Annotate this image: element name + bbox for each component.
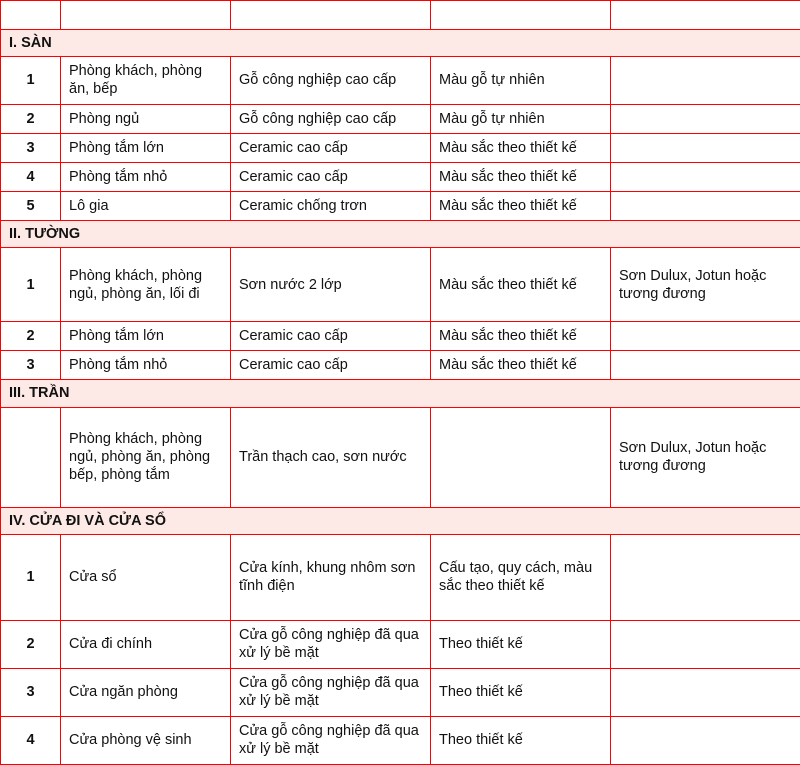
cell-note bbox=[611, 668, 800, 716]
cell-spec bbox=[431, 407, 611, 507]
cell-stt: 1 bbox=[1, 57, 61, 104]
cell-item: Phòng khách, phòng ngủ, phòng ăn, phòng bếp, phòng tắm bbox=[61, 407, 231, 507]
cell-stt: 2 bbox=[1, 620, 61, 668]
table-row bbox=[1, 668, 800, 716]
column-header-spec: QUY CÁCH bbox=[431, 1, 611, 30]
cell-note bbox=[611, 716, 800, 764]
cell-note bbox=[611, 133, 800, 162]
cell-item: Phòng tắm nhỏ bbox=[61, 162, 231, 191]
cell-spec: Màu sắc theo thiết kế bbox=[431, 248, 611, 322]
cell-item: Lô gia bbox=[61, 191, 231, 220]
cell-item: Phòng tắm lớn bbox=[61, 322, 231, 351]
cell-material: Cửa gỗ công nghiệp đã qua xử lý bề mặt bbox=[231, 716, 431, 764]
section-title: II. TƯỜNG bbox=[1, 221, 800, 248]
cell-spec: Màu sắc theo thiết kế bbox=[431, 351, 611, 380]
cell-stt: 4 bbox=[1, 716, 61, 764]
table-row bbox=[1, 620, 800, 668]
cell-material: Trần thạch cao, sơn nước bbox=[231, 407, 431, 507]
cell-material: Cửa kính, khung nhôm sơn tĩnh điện bbox=[231, 534, 431, 620]
table-row bbox=[1, 104, 800, 133]
cell-stt: 5 bbox=[1, 191, 61, 220]
cell-stt: 3 bbox=[1, 668, 61, 716]
cell-stt: 1 bbox=[1, 534, 61, 620]
column-header-stt: STT bbox=[1, 1, 61, 30]
cell-material: Ceramic cao cấp bbox=[231, 162, 431, 191]
table-row bbox=[1, 351, 800, 380]
cell-item: Phòng tắm lớn bbox=[61, 133, 231, 162]
column-header-material: VẬT LIỆU bbox=[231, 1, 431, 30]
table-header-row bbox=[1, 1, 800, 30]
cell-spec: Màu sắc theo thiết kế bbox=[431, 133, 611, 162]
cell-item: Cửa đi chính bbox=[61, 620, 231, 668]
cell-note bbox=[611, 104, 800, 133]
cell-item: Phòng khách, phòng ngủ, phòng ăn, lối đi bbox=[61, 248, 231, 322]
cell-material: Cửa gỗ công nghiệp đã qua xử lý bề mặt bbox=[231, 668, 431, 716]
table-row bbox=[1, 534, 800, 620]
cell-note bbox=[611, 162, 800, 191]
cell-material: Gỗ công nghiệp cao cấp bbox=[231, 104, 431, 133]
section-title: I. SÀN bbox=[1, 30, 800, 57]
table-row bbox=[1, 191, 800, 220]
cell-spec: Theo thiết kế bbox=[431, 668, 611, 716]
cell-material: Sơn nước 2 lớp bbox=[231, 248, 431, 322]
table-row bbox=[1, 322, 800, 351]
table-body bbox=[1, 30, 800, 765]
column-header-note: GHI CHÚ bbox=[611, 1, 800, 30]
table-header bbox=[1, 1, 800, 30]
section-row bbox=[1, 380, 800, 407]
cell-stt: 3 bbox=[1, 133, 61, 162]
cell-stt: 4 bbox=[1, 162, 61, 191]
cell-spec: Màu sắc theo thiết kế bbox=[431, 162, 611, 191]
cell-material: Ceramic cao cấp bbox=[231, 322, 431, 351]
cell-note bbox=[611, 620, 800, 668]
section-title: III. TRẦN bbox=[1, 380, 800, 407]
cell-spec: Màu sắc theo thiết kế bbox=[431, 191, 611, 220]
table-row bbox=[1, 716, 800, 764]
cell-material: Cửa gỗ công nghiệp đã qua xử lý bề mặt bbox=[231, 620, 431, 668]
table-row bbox=[1, 248, 800, 322]
cell-spec: Cấu tạo, quy cách, màu sắc theo thiết kế bbox=[431, 534, 611, 620]
cell-item: Phòng ngủ bbox=[61, 104, 231, 133]
cell-material: Ceramic cao cấp bbox=[231, 133, 431, 162]
section-row bbox=[1, 507, 800, 534]
cell-note bbox=[611, 57, 800, 104]
cell-note bbox=[611, 351, 800, 380]
cell-note bbox=[611, 322, 800, 351]
cell-item: Phòng khách, phòng ăn, bếp bbox=[61, 57, 231, 104]
section-row bbox=[1, 221, 800, 248]
cell-spec: Màu gỗ tự nhiên bbox=[431, 104, 611, 133]
section-row bbox=[1, 30, 800, 57]
cell-spec: Theo thiết kế bbox=[431, 620, 611, 668]
cell-spec: Màu gỗ tự nhiên bbox=[431, 57, 611, 104]
cell-note bbox=[611, 534, 800, 620]
table-row bbox=[1, 407, 800, 507]
table-row bbox=[1, 133, 800, 162]
cell-stt: 2 bbox=[1, 322, 61, 351]
cell-item: Cửa sổ bbox=[61, 534, 231, 620]
cell-item: Cửa phòng vệ sinh bbox=[61, 716, 231, 764]
cell-stt: 2 bbox=[1, 104, 61, 133]
cell-item: Phòng tắm nhỏ bbox=[61, 351, 231, 380]
cell-note: Sơn Dulux, Jotun hoặc tương đương bbox=[611, 407, 800, 507]
cell-spec: Theo thiết kế bbox=[431, 716, 611, 764]
cell-material: Ceramic chống trơn bbox=[231, 191, 431, 220]
cell-item: Cửa ngăn phòng bbox=[61, 668, 231, 716]
cell-stt bbox=[1, 407, 61, 507]
cell-stt: 1 bbox=[1, 248, 61, 322]
cell-stt: 3 bbox=[1, 351, 61, 380]
cell-note bbox=[611, 191, 800, 220]
column-header-item: KHOẢN MỤC bbox=[61, 1, 231, 30]
cell-material: Ceramic cao cấp bbox=[231, 351, 431, 380]
table-row bbox=[1, 162, 800, 191]
table-row bbox=[1, 57, 800, 104]
section-title: IV. CỬA ĐI VÀ CỬA SỔ bbox=[1, 507, 800, 534]
cell-spec: Màu sắc theo thiết kế bbox=[431, 322, 611, 351]
cell-material: Gỗ công nghiệp cao cấp bbox=[231, 57, 431, 104]
cell-note: Sơn Dulux, Jotun hoặc tương đương bbox=[611, 248, 800, 322]
